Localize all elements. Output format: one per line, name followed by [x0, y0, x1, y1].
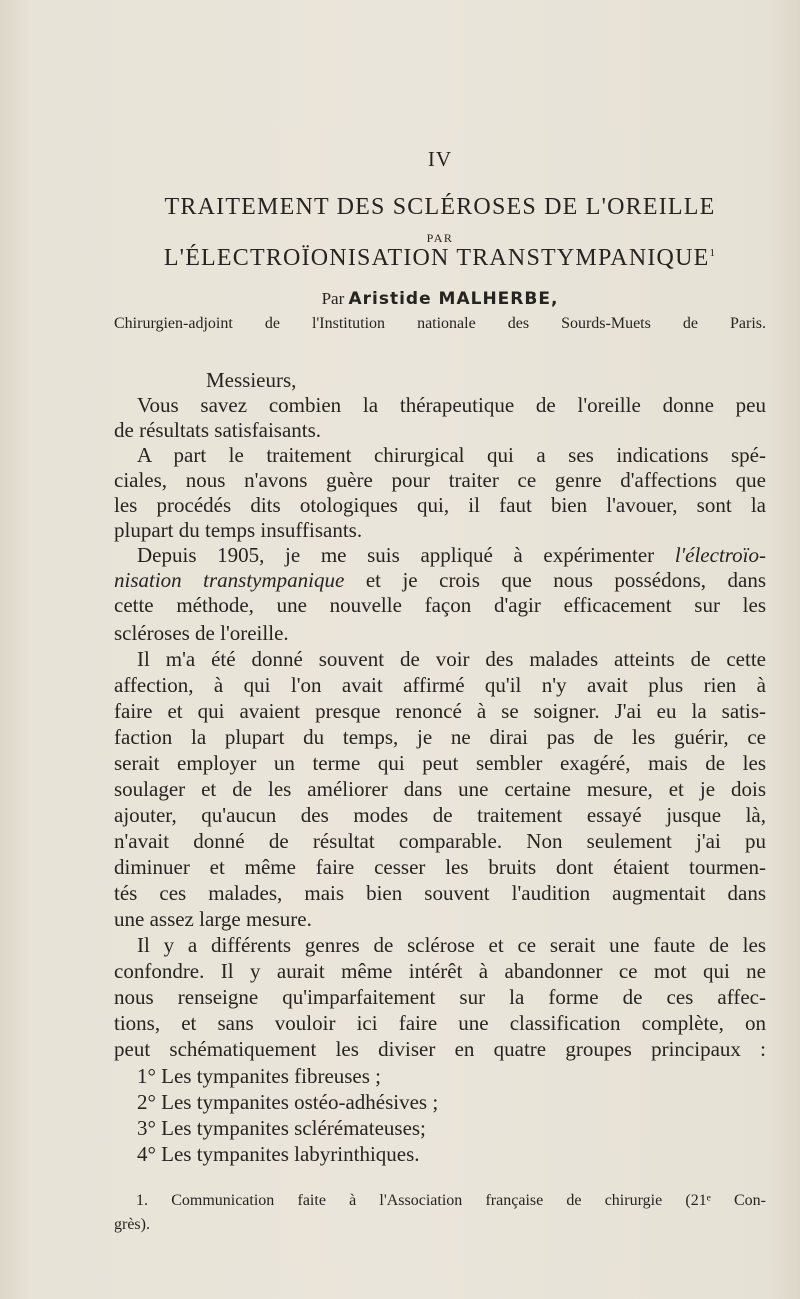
body-line: de résultats satisfaisants.: [114, 418, 322, 442]
body-line: soulager et de les améliorer dans une certaine mesure, et je dois: [114, 777, 766, 801]
list-item: 4° Les tympanites labyrinthiques.: [137, 1142, 420, 1166]
body-line: scléroses de l'oreille.: [114, 621, 289, 645]
section-number: IV: [427, 147, 453, 171]
list-item: 3° Les tympanites sclérémateuses;: [137, 1116, 426, 1140]
footnote-marker: 1: [709, 247, 717, 259]
body-italic: l'électroïo-: [674, 543, 767, 567]
body-line: faction la plupart du temps, je ne dirai pas de les guérir, ce: [114, 725, 766, 749]
body-line: affection, à qui l'on avait affirmé qu'il n'y avait plus rien à: [114, 673, 766, 697]
body-line: [137, 541, 766, 569]
title-line-2-text: L'ÉLECTROÏONISATION TRANSTYMPANIQUE: [163, 245, 710, 271]
author-prefix: Par: [321, 289, 345, 308]
body-line: une assez large mesure.: [114, 907, 312, 931]
body-line: nous renseigne qu'imparfaitement sur la forme de ces affec-: [114, 985, 766, 1009]
list-item: 2° Les tympanites ostéo-adhésives ;: [137, 1090, 439, 1114]
list-item: 1° Les tympanites fibreuses ;: [137, 1064, 382, 1088]
body-line: cette méthode, une nouvelle façon d'agir efficacement sur les: [114, 593, 766, 617]
body-line: Il m'a été donné souvent de voir des malades atteints de cette: [137, 647, 766, 671]
author-affiliation: Chirurgien-adjoint de l'Institution nationale des Sourds-Muets de Paris.: [114, 315, 766, 332]
body-line: Il y a différents genres de sclérose et ce serait une faute de les: [137, 933, 766, 957]
body-line: les procédés dits otologiques qui, il faut bien l'avouer, sont la: [114, 493, 766, 517]
body-line: confondre. Il y aurait même intérêt à abandonner ce mot qui ne: [114, 959, 766, 983]
title-line-2: [100, 244, 780, 272]
body-line: A part le traitement chirurgical qui a ses indications spé-: [137, 443, 766, 467]
author-line: [100, 285, 780, 313]
body-italic: nisation transtympanique: [114, 568, 345, 592]
body-line: Vous savez combien la thérapeutique de l'oreille donne peu: [137, 393, 766, 417]
body-line: faire et qui avaient presque renoncé à se soigner. J'ai eu la satis-: [114, 699, 766, 723]
body-line: diminuer et même faire cesser les bruits dont étaient tourmen-: [114, 855, 766, 879]
body-line: tés ces malades, mais bien souvent l'audition augmentait dans: [114, 881, 766, 905]
footnote: 1. Communication faite à l'Association française de chirurgie (21ᵉ Con-: [136, 1192, 766, 1209]
body-line: n'avait donné de résultat comparable. Non seulement j'ai pu: [114, 829, 766, 853]
title-line-1: TRAITEMENT DES SCLÉROSES DE L'OREILLE: [164, 194, 716, 220]
greeting: Messieurs,: [206, 368, 297, 392]
body-line: ajouter, qu'aucun des modes de traitement essayé jusque là,: [114, 803, 766, 827]
author-name: Aristide MALHERBE,: [348, 289, 559, 309]
body-text: et je crois que nous possédons, dans: [365, 568, 766, 592]
body-line: ciales, nous n'avons guère pour traiter ce genre d'affections que: [114, 468, 766, 492]
body-line: [114, 566, 766, 594]
body-line: plupart du temps insuffisants.: [114, 518, 363, 542]
body-text: Depuis 1905, je me suis appliqué à expérimenter: [137, 543, 655, 567]
body-line: peut schématiquement les diviser en quatre groupes principaux :: [114, 1037, 766, 1061]
by-word: PAR: [426, 231, 454, 245]
footnote-continued: grès).: [114, 1216, 150, 1233]
body-line: tions, et sans vouloir ici faire une classification complète, on: [114, 1011, 766, 1035]
body-line: serait employer un terme qui peut sembler exagéré, mais de les: [114, 751, 766, 775]
